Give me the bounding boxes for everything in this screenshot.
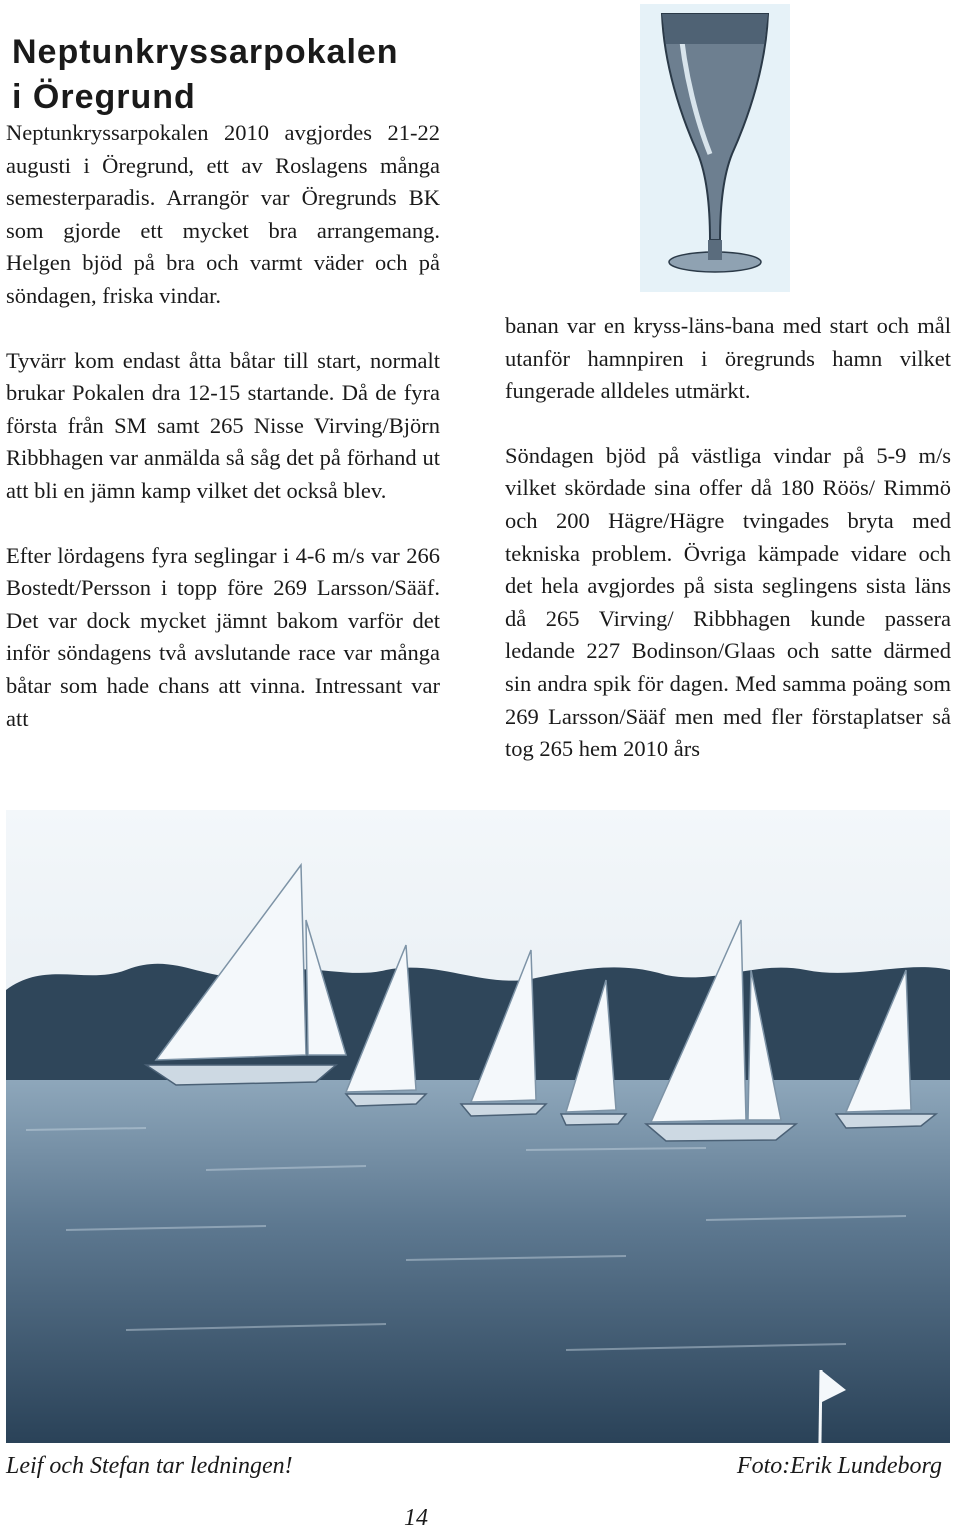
photo-caption: Leif och Stefan tar ledningen! — [6, 1453, 293, 1479]
trophy-image — [640, 4, 790, 292]
page-number: 14 — [404, 1505, 428, 1531]
paragraph: Efter lördagens fyra seglingar i 4-6 m/s var 266 Bostedt/Persson i topp före 269 Larsson/Sääf. Det var dock mycket jämnt bakom varför det inför söndagens två avslutande race var många båtar som hade chans att vinna. Intressant var att — [6, 542, 440, 731]
paragraph: Neptunkryssarpokalen 2010 avgjordes 21-22 augusti i Öregrund, ett av Roslagens många semesterparadis. Arrangör var Öregrunds BK som gjorde ett mycket bra arrangemang. Helgen bjöd på bra och varmt väder och på söndagen, friska vindar. — [6, 120, 440, 308]
article-title — [12, 30, 399, 120]
left-text-column — [6, 117, 440, 767]
paragraph: Söndagen bjöd på västliga vindar på 5-9 m/s vilket skördade sina offer då 180 Röös/ Rimmö och 200 Hägre/Hägre tvingades bryta med tekniska problem. Övriga kämpade vidare och det hela avgjordes på sista seglingens sista läns då 265 Virving/ Ribbhagen kunde passera ledande 227 Bodinson/Glaas och satte därmed sin andra spik för dagen. Med samma poäng som 269 Larsson/Sääf men med fler förstaplatser så tog 265 hem 2010 års — [505, 442, 951, 762]
paragraph: Tyvärr kom endast åtta båtar till start, normalt brukar Pokalen dra 12-15 startande. Då de fyra första från SM samt 265 Nisse Virving/Björn Ribbhagen var anmälda så såg det på förhand ut att bli en jämn kamp vilket det också blev. — [6, 347, 440, 503]
title-line-1: Neptunkryssarpokalen — [12, 33, 399, 71]
photo-credit: Foto:Erik Lundeborg — [736, 1453, 942, 1479]
right-text-column — [505, 310, 951, 798]
title-line-2: i Öregrund — [12, 78, 196, 116]
paragraph: banan var en kryss-läns-bana med start och mål utanför hamnpiren i öregrunds hamn vilket fungerade alldeles utmärkt. — [505, 313, 951, 404]
sailing-photo — [6, 810, 950, 1443]
